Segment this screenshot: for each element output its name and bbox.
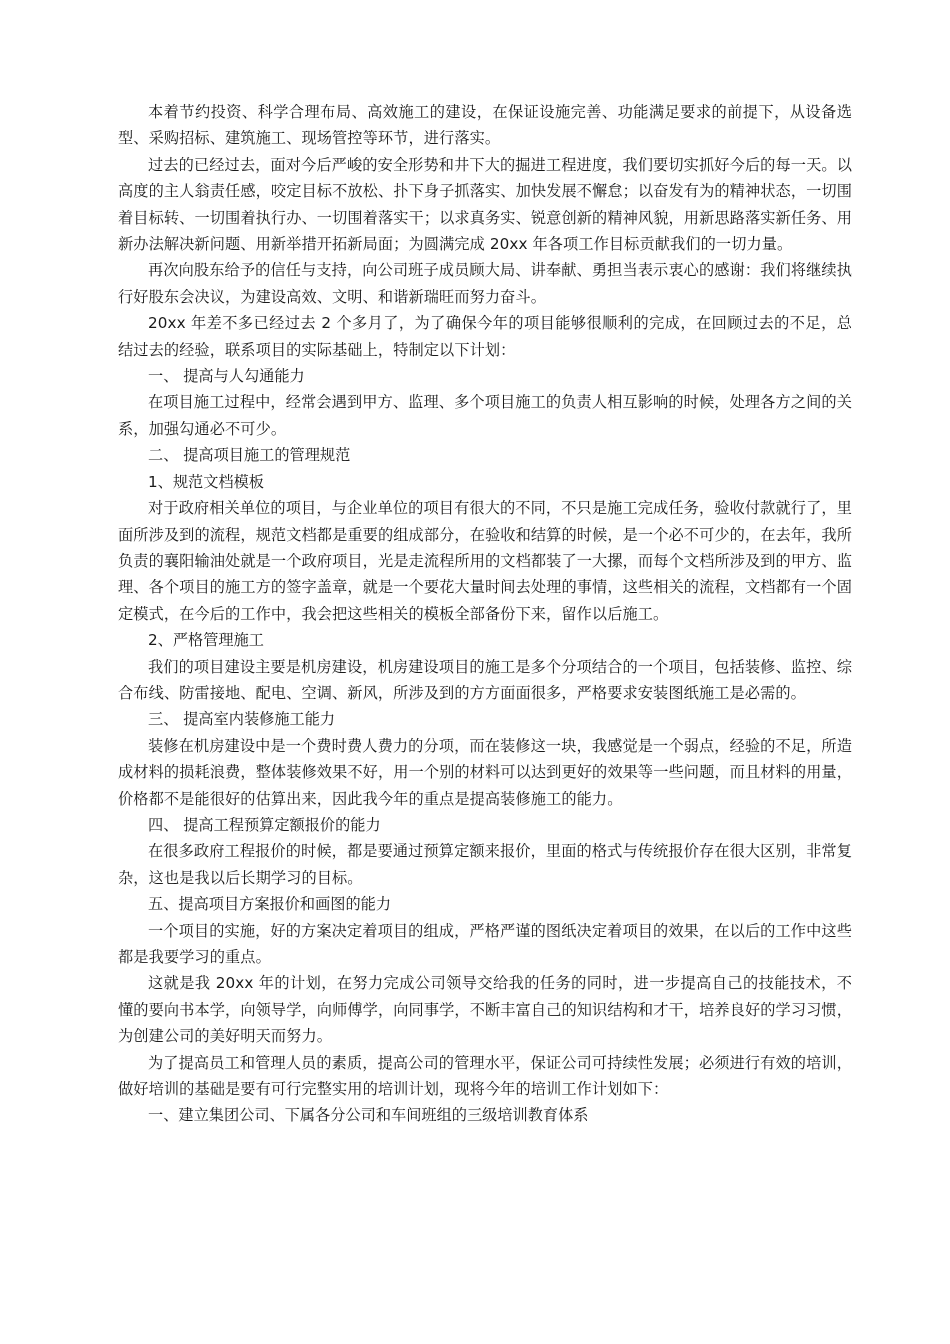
subheading-2-2: 2、严格管理施工: [148, 631, 264, 650]
subheading-2-1: 1、规范文档模板: [148, 472, 264, 491]
paragraph-5: 在项目施工过程中，经常会遇到甲方、监理、多个项目施工的负责人相互影响的时候，处理各方之间的关系，加强勾通必不可少。: [118, 393, 852, 438]
heading-1: 一、 提高与人勾通能力: [148, 367, 305, 386]
paragraph-11: 这就是我 20xx 年的计划，在努力完成公司领导交给我的任务的同时，进一步提高自己的技能技术，不懂的要向书本学，向领导学，向师傅学，向同事学，不断丰富自己的知识结构和才干，培养良好的学习习惯，为创建公司的美好明天而努力。: [118, 974, 852, 1046]
paragraph-2: 过去的已经过去，面对今后严峻的安全形势和井下大的掘进工程进度，我们要切实抓好今后的每一天。以高度的主人翁责任感，咬定目标不放松、扑下身子抓落实、加快发展不懈怠；以奋发有为的精神状态，一切围着目标转、一切围着执行办、一切围着落实干；以求真务实、锐意创新的精神风貌，用新思路落实新任务、用新办法解决新问题、用新举措开拓新局面；为圆满完成 20xx 年各项工作目标贡献我们的一切力量。: [118, 155, 852, 254]
paragraph-7: 我们的项目建设主要是机房建设，机房建设项目的施工是多个分项结合的一个项目，包括装修、监控、综合布线、防雷接地、配电、空调、新风，所涉及到的方方面面很多，严格要求安装图纸施工是必需的。: [118, 657, 852, 702]
document-page: [118, 99, 852, 1129]
paragraph-6: 对于政府相关单位的项目，与企业单位的项目有很大的不同，不只是施工完成任务，验收付款就行了，里面所涉及到的流程，规范文档都是重要的组成部分，在验收和结算的时候，是一个必不可少的，在去年，我所负责的襄阳输油处就是一个政府项目，光是走流程所用的文档都装了一大摞，而每个文档所涉及到的甲方、监理、各个项目的施工方的签字盖章，就是一个要花大量时间去处理的事情，这些相关的流程，文档都有一个固定模式，在今后的工作中，我会把这些相关的模板全部备份下来，留作以后施工。: [118, 499, 852, 623]
paragraph-8: 装修在机房建设中是一个费时费人费力的分项，而在装修这一块，我感觉是一个弱点，经验的不足，所造成材料的损耗浪费，整体装修效果不好，用一个别的材料可以达到更好的效果等一些问题，而且材料的用量，价格都不是能很好的估算出来，因此我今年的重点是提高装修施工的能力。: [118, 736, 852, 808]
heading-5: 五、提高项目方案报价和画图的能力: [148, 895, 391, 914]
heading-4: 四、 提高工程预算定额报价的能力: [148, 815, 381, 834]
heading-3: 三、 提高室内装修施工能力: [148, 710, 336, 729]
heading-2: 二、 提高项目施工的管理规范: [148, 446, 351, 465]
paragraph-4: 20xx 年差不多已经过去 2 个多月了，为了确保今年的项目能够很顺利的完成，在回顾过去的不足，总结过去的经验，联系项目的实际基础上，特制定以下计划：: [118, 314, 852, 359]
paragraph-3: 再次向股东给予的信任与支持，向公司班子成员顾大局、讲奉献、勇担当表示衷心的感谢：我们将继续执行好股东会决议，为建设高效、文明、和谐新瑞旺而努力奋斗。: [118, 261, 852, 306]
paragraph-10: 一个项目的实施，好的方案决定着项目的组成，严格严谨的图纸决定着项目的效果，在以后的工作中这些都是我要学习的重点。: [118, 921, 852, 966]
heading-6: 一、建立集团公司、下属各分公司和车间班组的三级培训教育体系: [148, 1106, 589, 1125]
paragraph-1: 本着节约投资、科学合理布局、高效施工的建设，在保证设施完善、功能满足要求的前提下，从设备选型、采购招标、建筑施工、现场管控等环节，进行落实。: [118, 103, 852, 148]
paragraph-9: 在很多政府工程报价的时候，都是要通过预算定额来报价，里面的格式与传统报价存在很大区别，非常复杂，这也是我以后长期学习的目标。: [118, 842, 852, 887]
paragraph-12: 为了提高员工和管理人员的素质，提高公司的管理水平，保证公司可持续性发展；必须进行有效的培训，做好培训的基础是要有可行完整实用的培训计划，现将今年的培训工作计划如下：: [118, 1053, 852, 1099]
